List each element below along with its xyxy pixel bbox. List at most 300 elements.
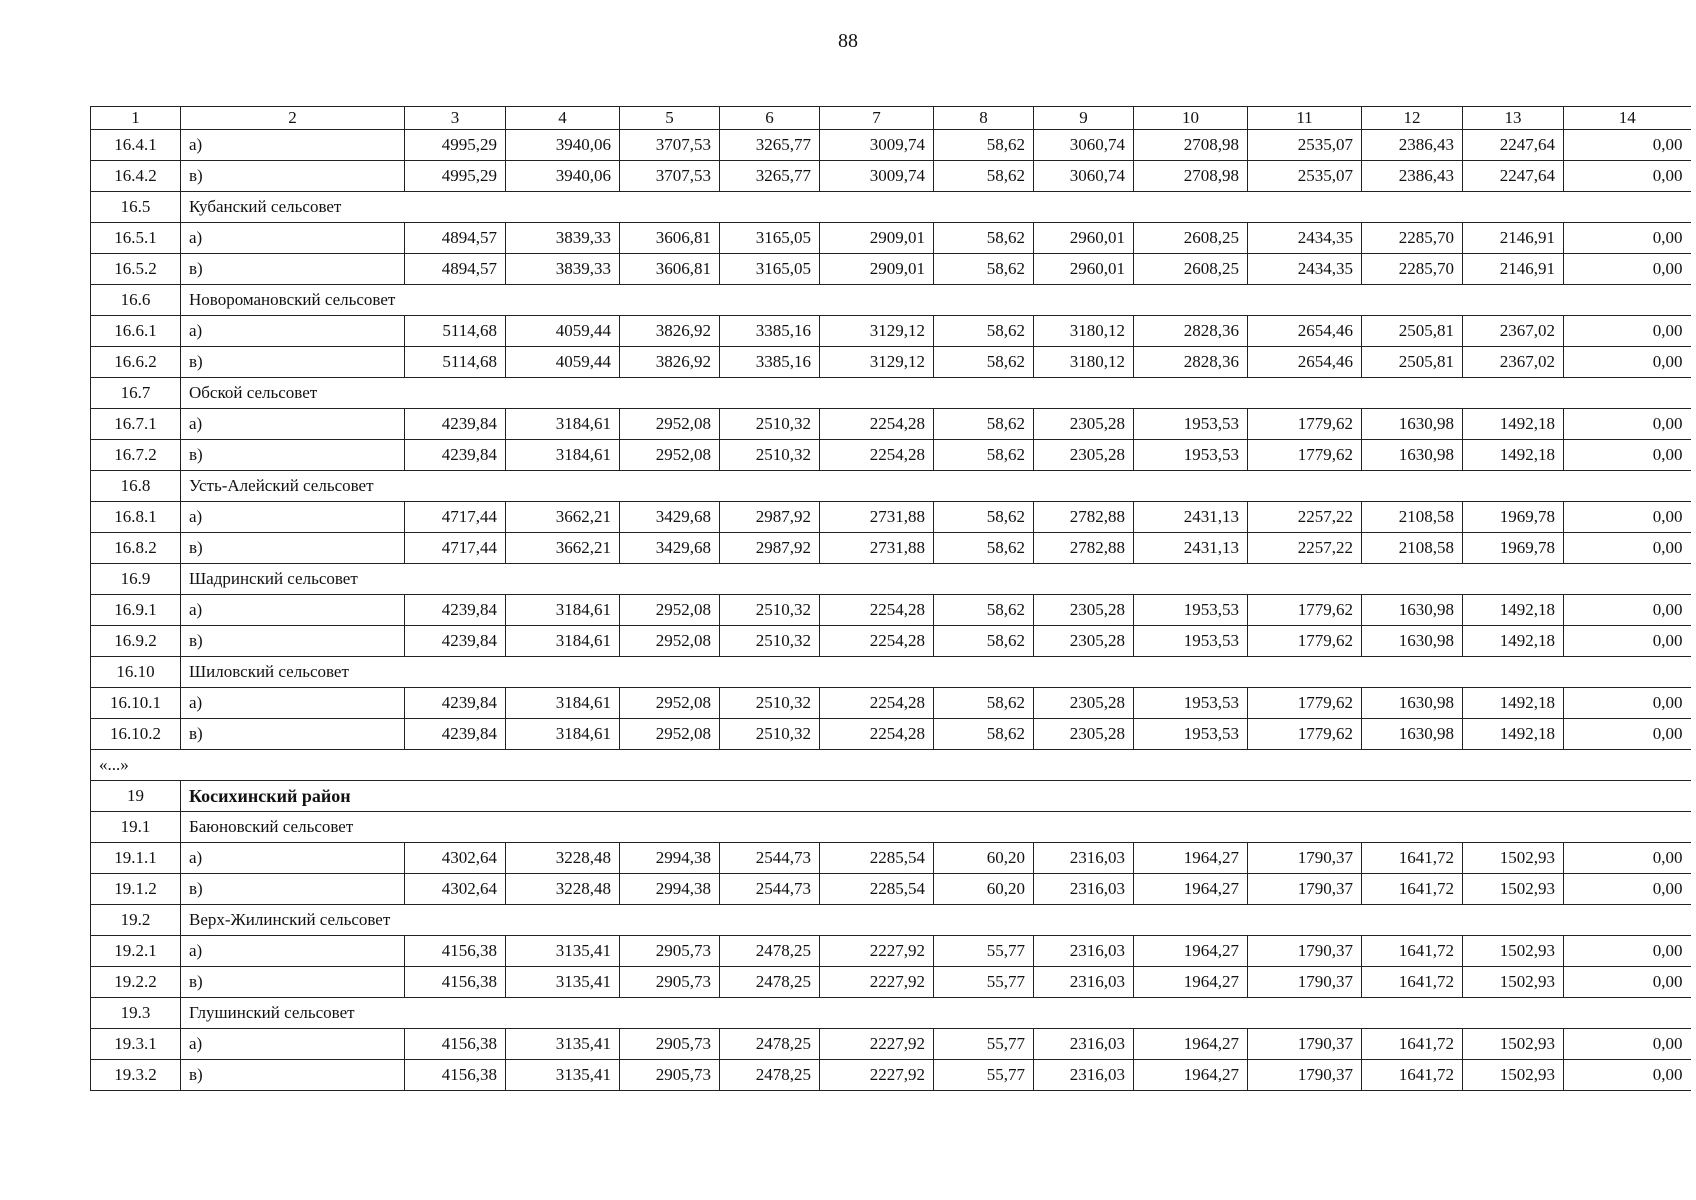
table-row xyxy=(91,502,1691,533)
section-title-cell: Обской сельсовет xyxy=(181,378,1691,409)
value-cell: 2316,03 xyxy=(1034,843,1134,874)
value-cell: 2505,81 xyxy=(1362,316,1463,347)
value-cell: 4995,29 xyxy=(405,130,506,161)
value-cell: 3184,61 xyxy=(506,440,620,471)
value-cell: 58,62 xyxy=(934,130,1034,161)
value-cell: 55,77 xyxy=(934,1060,1034,1091)
row-number-cell: 16.8.2 xyxy=(91,533,181,564)
value-cell: 2227,92 xyxy=(820,967,934,998)
section-title-cell: Усть-Алейский сельсовет xyxy=(181,471,1691,502)
value-cell: 2316,03 xyxy=(1034,1029,1134,1060)
column-header: 7 xyxy=(820,107,934,130)
value-cell: 1630,98 xyxy=(1362,626,1463,657)
value-cell: 2431,13 xyxy=(1134,533,1248,564)
value-cell: 1779,62 xyxy=(1248,626,1362,657)
value-cell: 2257,22 xyxy=(1248,502,1362,533)
value-cell: 0,00 xyxy=(1564,316,1691,347)
value-cell: 2909,01 xyxy=(820,254,934,285)
value-cell: 55,77 xyxy=(934,1029,1034,1060)
section-title-cell: Верх-Жилинский сельсовет xyxy=(181,905,1691,936)
value-cell: 4239,84 xyxy=(405,626,506,657)
value-cell: 1790,37 xyxy=(1248,843,1362,874)
value-cell: 2510,32 xyxy=(720,688,820,719)
value-cell: 2905,73 xyxy=(620,936,720,967)
value-cell: 58,62 xyxy=(934,626,1034,657)
column-header: 10 xyxy=(1134,107,1248,130)
column-header: 8 xyxy=(934,107,1034,130)
value-cell: 58,62 xyxy=(934,440,1034,471)
section-number-cell: 19.3 xyxy=(91,998,181,1029)
value-cell: 3009,74 xyxy=(820,161,934,192)
value-cell: 2510,32 xyxy=(720,409,820,440)
row-number-cell: 16.7.2 xyxy=(91,440,181,471)
column-header: 13 xyxy=(1463,107,1564,130)
value-cell: 3060,74 xyxy=(1034,161,1134,192)
value-cell: 0,00 xyxy=(1564,595,1691,626)
value-cell: 3662,21 xyxy=(506,502,620,533)
value-cell: 3826,92 xyxy=(620,316,720,347)
value-cell: 4717,44 xyxy=(405,533,506,564)
value-cell: 2305,28 xyxy=(1034,440,1134,471)
value-cell: 3184,61 xyxy=(506,719,620,750)
section-title-cell: Кубанский сельсовет xyxy=(181,192,1691,223)
value-cell: 1953,53 xyxy=(1134,688,1248,719)
value-cell: 1492,18 xyxy=(1463,409,1564,440)
table-row xyxy=(91,254,1691,285)
table-body xyxy=(91,130,1691,1091)
value-cell: 2247,64 xyxy=(1463,130,1564,161)
value-cell: 2952,08 xyxy=(620,440,720,471)
value-cell: 4059,44 xyxy=(506,347,620,378)
section-title-cell: Глушинский сельсовет xyxy=(181,998,1691,1029)
value-cell: 1630,98 xyxy=(1362,719,1463,750)
row-number-cell: 16.8.1 xyxy=(91,502,181,533)
value-cell: 4059,44 xyxy=(506,316,620,347)
value-cell: 3385,16 xyxy=(720,347,820,378)
row-number-cell: 16.7.1 xyxy=(91,409,181,440)
value-cell: 58,62 xyxy=(934,316,1034,347)
row-number-cell: 16.6.2 xyxy=(91,347,181,378)
value-cell: 1630,98 xyxy=(1362,595,1463,626)
value-cell: 3940,06 xyxy=(506,130,620,161)
value-cell: 4239,84 xyxy=(405,595,506,626)
value-cell: 1641,72 xyxy=(1362,967,1463,998)
section-title-cell: Шиловский сельсовет xyxy=(181,657,1691,688)
value-cell: 2994,38 xyxy=(620,843,720,874)
row-number-cell: 16.9.2 xyxy=(91,626,181,657)
district-title-cell: Косихинский район xyxy=(181,781,1691,812)
value-cell: 1641,72 xyxy=(1362,1029,1463,1060)
row-number-cell: 19.2.2 xyxy=(91,967,181,998)
value-cell: 3839,33 xyxy=(506,254,620,285)
value-cell: 0,00 xyxy=(1564,347,1691,378)
value-cell: 58,62 xyxy=(934,161,1034,192)
value-cell: 3135,41 xyxy=(506,967,620,998)
section-row xyxy=(91,905,1691,936)
value-cell: 2316,03 xyxy=(1034,874,1134,905)
value-cell: 3429,68 xyxy=(620,533,720,564)
value-cell: 2305,28 xyxy=(1034,688,1134,719)
row-label-cell: а) xyxy=(181,316,405,347)
value-cell: 4239,84 xyxy=(405,719,506,750)
value-cell: 2952,08 xyxy=(620,595,720,626)
row-label-cell: в) xyxy=(181,626,405,657)
value-cell: 3707,53 xyxy=(620,161,720,192)
value-cell: 3184,61 xyxy=(506,409,620,440)
value-cell: 3265,77 xyxy=(720,161,820,192)
value-cell: 4156,38 xyxy=(405,967,506,998)
column-header: 9 xyxy=(1034,107,1134,130)
row-number-cell: 16.10.1 xyxy=(91,688,181,719)
value-cell: 2510,32 xyxy=(720,595,820,626)
value-cell: 2285,70 xyxy=(1362,254,1463,285)
table-row xyxy=(91,440,1691,471)
value-cell: 2305,28 xyxy=(1034,595,1134,626)
value-cell: 2367,02 xyxy=(1463,316,1564,347)
value-cell: 0,00 xyxy=(1564,254,1691,285)
value-cell: 4239,84 xyxy=(405,440,506,471)
value-cell: 58,62 xyxy=(934,533,1034,564)
value-cell: 2952,08 xyxy=(620,626,720,657)
value-cell: 2431,13 xyxy=(1134,502,1248,533)
value-cell: 1779,62 xyxy=(1248,688,1362,719)
value-cell: 2828,36 xyxy=(1134,347,1248,378)
value-cell: 2510,32 xyxy=(720,719,820,750)
column-header: 5 xyxy=(620,107,720,130)
value-cell: 58,62 xyxy=(934,719,1034,750)
value-cell: 3184,61 xyxy=(506,595,620,626)
value-cell: 1641,72 xyxy=(1362,1060,1463,1091)
value-cell: 0,00 xyxy=(1564,843,1691,874)
row-label-cell: а) xyxy=(181,595,405,626)
section-row xyxy=(91,471,1691,502)
value-cell: 2254,28 xyxy=(820,409,934,440)
value-cell: 2285,70 xyxy=(1362,223,1463,254)
value-cell: 4995,29 xyxy=(405,161,506,192)
value-cell: 55,77 xyxy=(934,967,1034,998)
row-label-cell: а) xyxy=(181,688,405,719)
value-cell: 3184,61 xyxy=(506,688,620,719)
row-number-cell: 16.6.1 xyxy=(91,316,181,347)
value-cell: 2227,92 xyxy=(820,936,934,967)
value-cell: 2257,22 xyxy=(1248,533,1362,564)
value-cell: 2316,03 xyxy=(1034,936,1134,967)
value-cell: 2994,38 xyxy=(620,874,720,905)
value-cell: 1502,93 xyxy=(1463,936,1564,967)
value-cell: 5114,68 xyxy=(405,347,506,378)
column-header: 4 xyxy=(506,107,620,130)
section-number-cell: 19.1 xyxy=(91,812,181,843)
value-cell: 2478,25 xyxy=(720,967,820,998)
value-cell: 1492,18 xyxy=(1463,688,1564,719)
row-label-cell: а) xyxy=(181,1029,405,1060)
row-label-cell: а) xyxy=(181,502,405,533)
value-cell: 3662,21 xyxy=(506,533,620,564)
value-cell: 0,00 xyxy=(1564,130,1691,161)
section-title-cell: Новоромановский сельсовет xyxy=(181,285,1691,316)
section-title-cell: Баюновский сельсовет xyxy=(181,812,1691,843)
value-cell: 0,00 xyxy=(1564,223,1691,254)
value-cell: 1790,37 xyxy=(1248,936,1362,967)
value-cell: 1641,72 xyxy=(1362,843,1463,874)
section-row xyxy=(91,781,1691,812)
table-row xyxy=(91,1060,1691,1091)
table-row xyxy=(91,533,1691,564)
row-label-cell: в) xyxy=(181,1060,405,1091)
value-cell: 60,20 xyxy=(934,874,1034,905)
table-row xyxy=(91,130,1691,161)
row-number-cell: 19.3.2 xyxy=(91,1060,181,1091)
value-cell: 3606,81 xyxy=(620,223,720,254)
section-row xyxy=(91,812,1691,843)
section-row xyxy=(91,285,1691,316)
column-header: 12 xyxy=(1362,107,1463,130)
value-cell: 2478,25 xyxy=(720,936,820,967)
value-cell: 2305,28 xyxy=(1034,719,1134,750)
value-cell: 0,00 xyxy=(1564,874,1691,905)
value-cell: 2608,25 xyxy=(1134,254,1248,285)
value-cell: 4302,64 xyxy=(405,843,506,874)
row-label-cell: а) xyxy=(181,130,405,161)
row-number-cell: 19.1.2 xyxy=(91,874,181,905)
value-cell: 1492,18 xyxy=(1463,440,1564,471)
value-cell: 2254,28 xyxy=(820,595,934,626)
table-row xyxy=(91,843,1691,874)
value-cell: 5114,68 xyxy=(405,316,506,347)
value-cell: 4302,64 xyxy=(405,874,506,905)
value-cell: 2305,28 xyxy=(1034,409,1134,440)
section-number-cell: 16.5 xyxy=(91,192,181,223)
value-cell: 0,00 xyxy=(1564,533,1691,564)
row-number-cell: 16.9.1 xyxy=(91,595,181,626)
value-cell: 1969,78 xyxy=(1463,502,1564,533)
value-cell: 2478,25 xyxy=(720,1029,820,1060)
value-cell: 2544,73 xyxy=(720,874,820,905)
value-cell: 3429,68 xyxy=(620,502,720,533)
value-cell: 2247,64 xyxy=(1463,161,1564,192)
value-cell: 2227,92 xyxy=(820,1029,934,1060)
value-cell: 2654,46 xyxy=(1248,347,1362,378)
value-cell: 2731,88 xyxy=(820,502,934,533)
tariff-table xyxy=(90,106,1691,1091)
value-cell: 3385,16 xyxy=(720,316,820,347)
table-row xyxy=(91,626,1691,657)
value-cell: 0,00 xyxy=(1564,936,1691,967)
value-cell: 0,00 xyxy=(1564,409,1691,440)
value-cell: 2905,73 xyxy=(620,967,720,998)
column-header: 6 xyxy=(720,107,820,130)
row-label-cell: в) xyxy=(181,874,405,905)
value-cell: 3826,92 xyxy=(620,347,720,378)
value-cell: 1779,62 xyxy=(1248,595,1362,626)
value-cell: 3135,41 xyxy=(506,1060,620,1091)
value-cell: 60,20 xyxy=(934,843,1034,874)
value-cell: 1790,37 xyxy=(1248,874,1362,905)
value-cell: 4894,57 xyxy=(405,223,506,254)
value-cell: 1790,37 xyxy=(1248,1029,1362,1060)
value-cell: 3129,12 xyxy=(820,347,934,378)
row-label-cell: а) xyxy=(181,409,405,440)
value-cell: 58,62 xyxy=(934,347,1034,378)
row-number-cell: 16.10.2 xyxy=(91,719,181,750)
value-cell: 0,00 xyxy=(1564,967,1691,998)
column-header: 3 xyxy=(405,107,506,130)
table-row xyxy=(91,936,1691,967)
value-cell: 58,62 xyxy=(934,409,1034,440)
section-row xyxy=(91,998,1691,1029)
row-label-cell: в) xyxy=(181,347,405,378)
value-cell: 2535,07 xyxy=(1248,130,1362,161)
omission-row xyxy=(91,750,1691,781)
row-number-cell: 16.5.2 xyxy=(91,254,181,285)
value-cell: 1953,53 xyxy=(1134,626,1248,657)
value-cell: 2285,54 xyxy=(820,874,934,905)
value-cell: 1964,27 xyxy=(1134,967,1248,998)
section-number-cell: 16.8 xyxy=(91,471,181,502)
value-cell: 1969,78 xyxy=(1463,533,1564,564)
value-cell: 2146,91 xyxy=(1463,223,1564,254)
value-cell: 3135,41 xyxy=(506,1029,620,1060)
value-cell: 1964,27 xyxy=(1134,1060,1248,1091)
value-cell: 0,00 xyxy=(1564,502,1691,533)
value-cell: 2227,92 xyxy=(820,1060,934,1091)
row-number-cell: 16.5.1 xyxy=(91,223,181,254)
table-row xyxy=(91,1029,1691,1060)
value-cell: 2254,28 xyxy=(820,626,934,657)
value-cell: 55,77 xyxy=(934,936,1034,967)
value-cell: 1492,18 xyxy=(1463,626,1564,657)
value-cell: 1964,27 xyxy=(1134,1029,1248,1060)
value-cell: 1641,72 xyxy=(1362,936,1463,967)
value-cell: 1779,62 xyxy=(1248,409,1362,440)
value-cell: 2316,03 xyxy=(1034,1060,1134,1091)
header-row xyxy=(91,107,1691,130)
value-cell: 3265,77 xyxy=(720,130,820,161)
value-cell: 2952,08 xyxy=(620,719,720,750)
value-cell: 2960,01 xyxy=(1034,254,1134,285)
section-number-cell: 19.2 xyxy=(91,905,181,936)
value-cell: 2960,01 xyxy=(1034,223,1134,254)
row-label-cell: а) xyxy=(181,223,405,254)
value-cell: 4156,38 xyxy=(405,1029,506,1060)
value-cell: 2905,73 xyxy=(620,1029,720,1060)
value-cell: 2987,92 xyxy=(720,502,820,533)
value-cell: 3707,53 xyxy=(620,130,720,161)
table-row xyxy=(91,223,1691,254)
page-number: 88 xyxy=(838,30,858,52)
value-cell: 2386,43 xyxy=(1362,130,1463,161)
value-cell: 1790,37 xyxy=(1248,967,1362,998)
value-cell: 2254,28 xyxy=(820,688,934,719)
value-cell: 1953,53 xyxy=(1134,595,1248,626)
value-cell: 1779,62 xyxy=(1248,440,1362,471)
table-row xyxy=(91,719,1691,750)
value-cell: 1492,18 xyxy=(1463,595,1564,626)
value-cell: 1502,93 xyxy=(1463,1060,1564,1091)
value-cell: 3060,74 xyxy=(1034,130,1134,161)
row-label-cell: в) xyxy=(181,440,405,471)
section-number-cell: 16.7 xyxy=(91,378,181,409)
value-cell: 2434,35 xyxy=(1248,223,1362,254)
omission-marker: «...» xyxy=(91,750,1691,781)
section-row xyxy=(91,564,1691,595)
value-cell: 4717,44 xyxy=(405,502,506,533)
value-cell: 2782,88 xyxy=(1034,533,1134,564)
value-cell: 0,00 xyxy=(1564,626,1691,657)
value-cell: 0,00 xyxy=(1564,440,1691,471)
value-cell: 2608,25 xyxy=(1134,223,1248,254)
value-cell: 2285,54 xyxy=(820,843,934,874)
row-number-cell: 19.2.1 xyxy=(91,936,181,967)
section-row xyxy=(91,657,1691,688)
value-cell: 58,62 xyxy=(934,688,1034,719)
value-cell: 0,00 xyxy=(1564,161,1691,192)
value-cell: 58,62 xyxy=(934,223,1034,254)
value-cell: 4156,38 xyxy=(405,936,506,967)
value-cell: 2987,92 xyxy=(720,533,820,564)
value-cell: 2305,28 xyxy=(1034,626,1134,657)
row-label-cell: в) xyxy=(181,967,405,998)
value-cell: 2905,73 xyxy=(620,1060,720,1091)
value-cell: 2108,58 xyxy=(1362,533,1463,564)
value-cell: 58,62 xyxy=(934,254,1034,285)
value-cell: 3228,48 xyxy=(506,874,620,905)
value-cell: 0,00 xyxy=(1564,688,1691,719)
value-cell: 2909,01 xyxy=(820,223,934,254)
table-row xyxy=(91,316,1691,347)
value-cell: 3184,61 xyxy=(506,626,620,657)
value-cell: 2535,07 xyxy=(1248,161,1362,192)
value-cell: 4239,84 xyxy=(405,409,506,440)
value-cell: 2708,98 xyxy=(1134,161,1248,192)
value-cell: 3228,48 xyxy=(506,843,620,874)
value-cell: 2731,88 xyxy=(820,533,934,564)
row-label-cell: а) xyxy=(181,936,405,967)
value-cell: 58,62 xyxy=(934,595,1034,626)
value-cell: 0,00 xyxy=(1564,719,1691,750)
value-cell: 2505,81 xyxy=(1362,347,1463,378)
column-header: 14 xyxy=(1564,107,1691,130)
value-cell: 1779,62 xyxy=(1248,719,1362,750)
tariff-table-container xyxy=(90,106,1690,1091)
value-cell: 2146,91 xyxy=(1463,254,1564,285)
value-cell: 3009,74 xyxy=(820,130,934,161)
value-cell: 1790,37 xyxy=(1248,1060,1362,1091)
row-number-cell: 19.3.1 xyxy=(91,1029,181,1060)
row-number-cell: 19.1.1 xyxy=(91,843,181,874)
value-cell: 3165,05 xyxy=(720,254,820,285)
value-cell: 2254,28 xyxy=(820,719,934,750)
value-cell: 2654,46 xyxy=(1248,316,1362,347)
value-cell: 4239,84 xyxy=(405,688,506,719)
value-cell: 2367,02 xyxy=(1463,347,1564,378)
value-cell: 3165,05 xyxy=(720,223,820,254)
row-label-cell: в) xyxy=(181,254,405,285)
table-row xyxy=(91,347,1691,378)
value-cell: 3606,81 xyxy=(620,254,720,285)
value-cell: 1630,98 xyxy=(1362,440,1463,471)
value-cell: 2952,08 xyxy=(620,688,720,719)
table-row xyxy=(91,688,1691,719)
section-number-cell: 16.9 xyxy=(91,564,181,595)
table-row xyxy=(91,967,1691,998)
section-number-cell: 19 xyxy=(91,781,181,812)
value-cell: 3129,12 xyxy=(820,316,934,347)
value-cell: 2108,58 xyxy=(1362,502,1463,533)
section-title-cell: Шадринский сельсовет xyxy=(181,564,1691,595)
value-cell: 58,62 xyxy=(934,502,1034,533)
value-cell: 1502,93 xyxy=(1463,967,1564,998)
